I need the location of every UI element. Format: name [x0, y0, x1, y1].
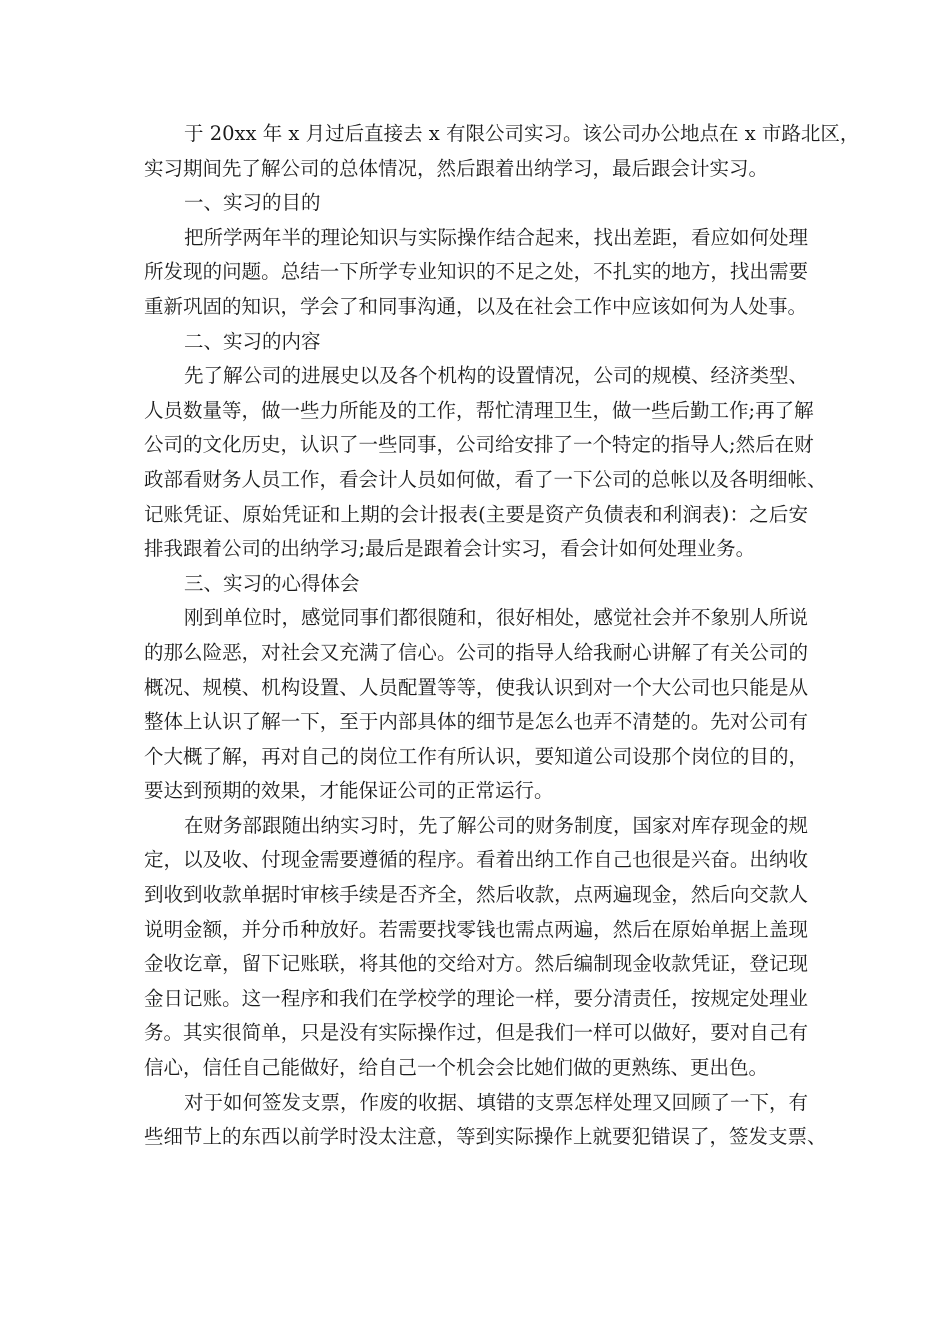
paragraph-line: 定，以及收、付现金需要遵循的程序。看着出纳工作自己也很是兴奋。出纳收	[144, 848, 808, 872]
paragraph-line: 概况、规模、机构设置、人员配置等等，使我认识到对一个大公司也只能是从	[144, 675, 808, 699]
paragraph-line: 的那么险恶，对社会又充满了信心。公司的指导人给我耐心讲解了有关公司的	[144, 640, 808, 664]
paragraph-line: 政部看财务人员工作，看会计人员如何做，看了一下公司的总帐以及各明细帐、	[144, 467, 827, 491]
paragraph-line: 所发现的问题。总结一下所学专业知识的不足之处，不扎实的地方，找出需要	[144, 260, 808, 284]
paragraph-last-line: 排我跟着公司的出纳学习;最后是跟着会计实习，看会计如何处理业务。	[144, 537, 756, 561]
paragraph-line: 些细节上的东西以前学时没太注意，等到实际操作上就要犯错误了，签发支票、	[144, 1125, 827, 1149]
paragraph-line: 个大概了解，再对自己的岗位工作有所认识，要知道公司设那个岗位的目的，	[144, 744, 808, 768]
paragraph-line: 务。其实很简单，只是没有实际操作过，但是我们一样可以做好，要对自己有	[144, 1021, 808, 1045]
paragraph-line: 公司的文化历史，认识了一些同事，公司给安排了一个特定的指导人;然后在财	[144, 433, 814, 457]
paragraph-first-line: 在财务部跟随出纳实习时，先了解公司的财务制度，国家对库存现金的规	[184, 813, 809, 837]
section-heading: 二、实习的内容	[184, 329, 321, 353]
paragraph-first-line: 于 20xx 年 x 月过后直接去 x 有限公司实习。该公司办公地点在 x 市路北区，	[184, 122, 860, 145]
paragraph-line: 金收讫章，留下记账联，将其他的交给对方。然后编制现金收款凭证，登记现	[144, 952, 808, 976]
paragraph-line: 到收到收款单据时审核手续是否齐全，然后收款，点两遍现金，然后向交款人	[144, 883, 808, 907]
paragraph-first-line: 先了解公司的进展史以及各个机构的设置情况，公司的规模、经济类型、	[184, 364, 809, 388]
paragraph-first-line: 把所学两年半的理论知识与实际操作结合起来，找出差距，看应如何处理	[184, 225, 809, 249]
section-heading: 三、实习的心得体会	[184, 571, 360, 595]
paragraph-line: 人员数量等，做一些力所能及的工作，帮忙清理卫生，做一些后勤工作;再了解	[144, 398, 814, 422]
paragraph-first-line: 对于如何签发支票，作废的收据、填错的支票怎样处理又回顾了一下，有	[184, 1090, 809, 1114]
paragraph-line: 金日记账。这一程序和我们在学校学的理论一样，要分清责任，按规定处理业	[144, 986, 808, 1010]
section-heading: 一、实习的目的	[184, 191, 321, 215]
paragraph-first-line: 刚到单位时，感觉同事们都很随和，很好相处，感觉社会并不象别人所说	[184, 606, 809, 630]
paragraph-line: 整体上认识了解一下，至于内部具体的细节是怎么也弄不清楚的。先对公司有	[144, 710, 808, 734]
paragraph-last-line: 要达到预期的效果，才能保证公司的正常运行。	[144, 779, 554, 803]
paragraph-last-line: 信心，信任自己能做好，给自己一个机会会比她们做的更熟练、更出色。	[144, 1056, 769, 1080]
paragraph-line: 记账凭证、原始凭证和上期的会计报表(主要是资产负债表和利润表)：之后安	[144, 502, 808, 526]
paragraph-last-line: 实习期间先了解公司的总体情况，然后跟着出纳学习，最后跟会计实习。	[144, 156, 769, 180]
paragraph-line: 说明金额，并分币种放好。若需要找零钱也需点两遍，然后在原始单据上盖现	[144, 917, 808, 941]
paragraph-last-line: 重新巩固的知识，学会了和同事沟通，以及在社会工作中应该如何为人处事。	[144, 294, 808, 318]
document-body	[144, 117, 860, 1155]
